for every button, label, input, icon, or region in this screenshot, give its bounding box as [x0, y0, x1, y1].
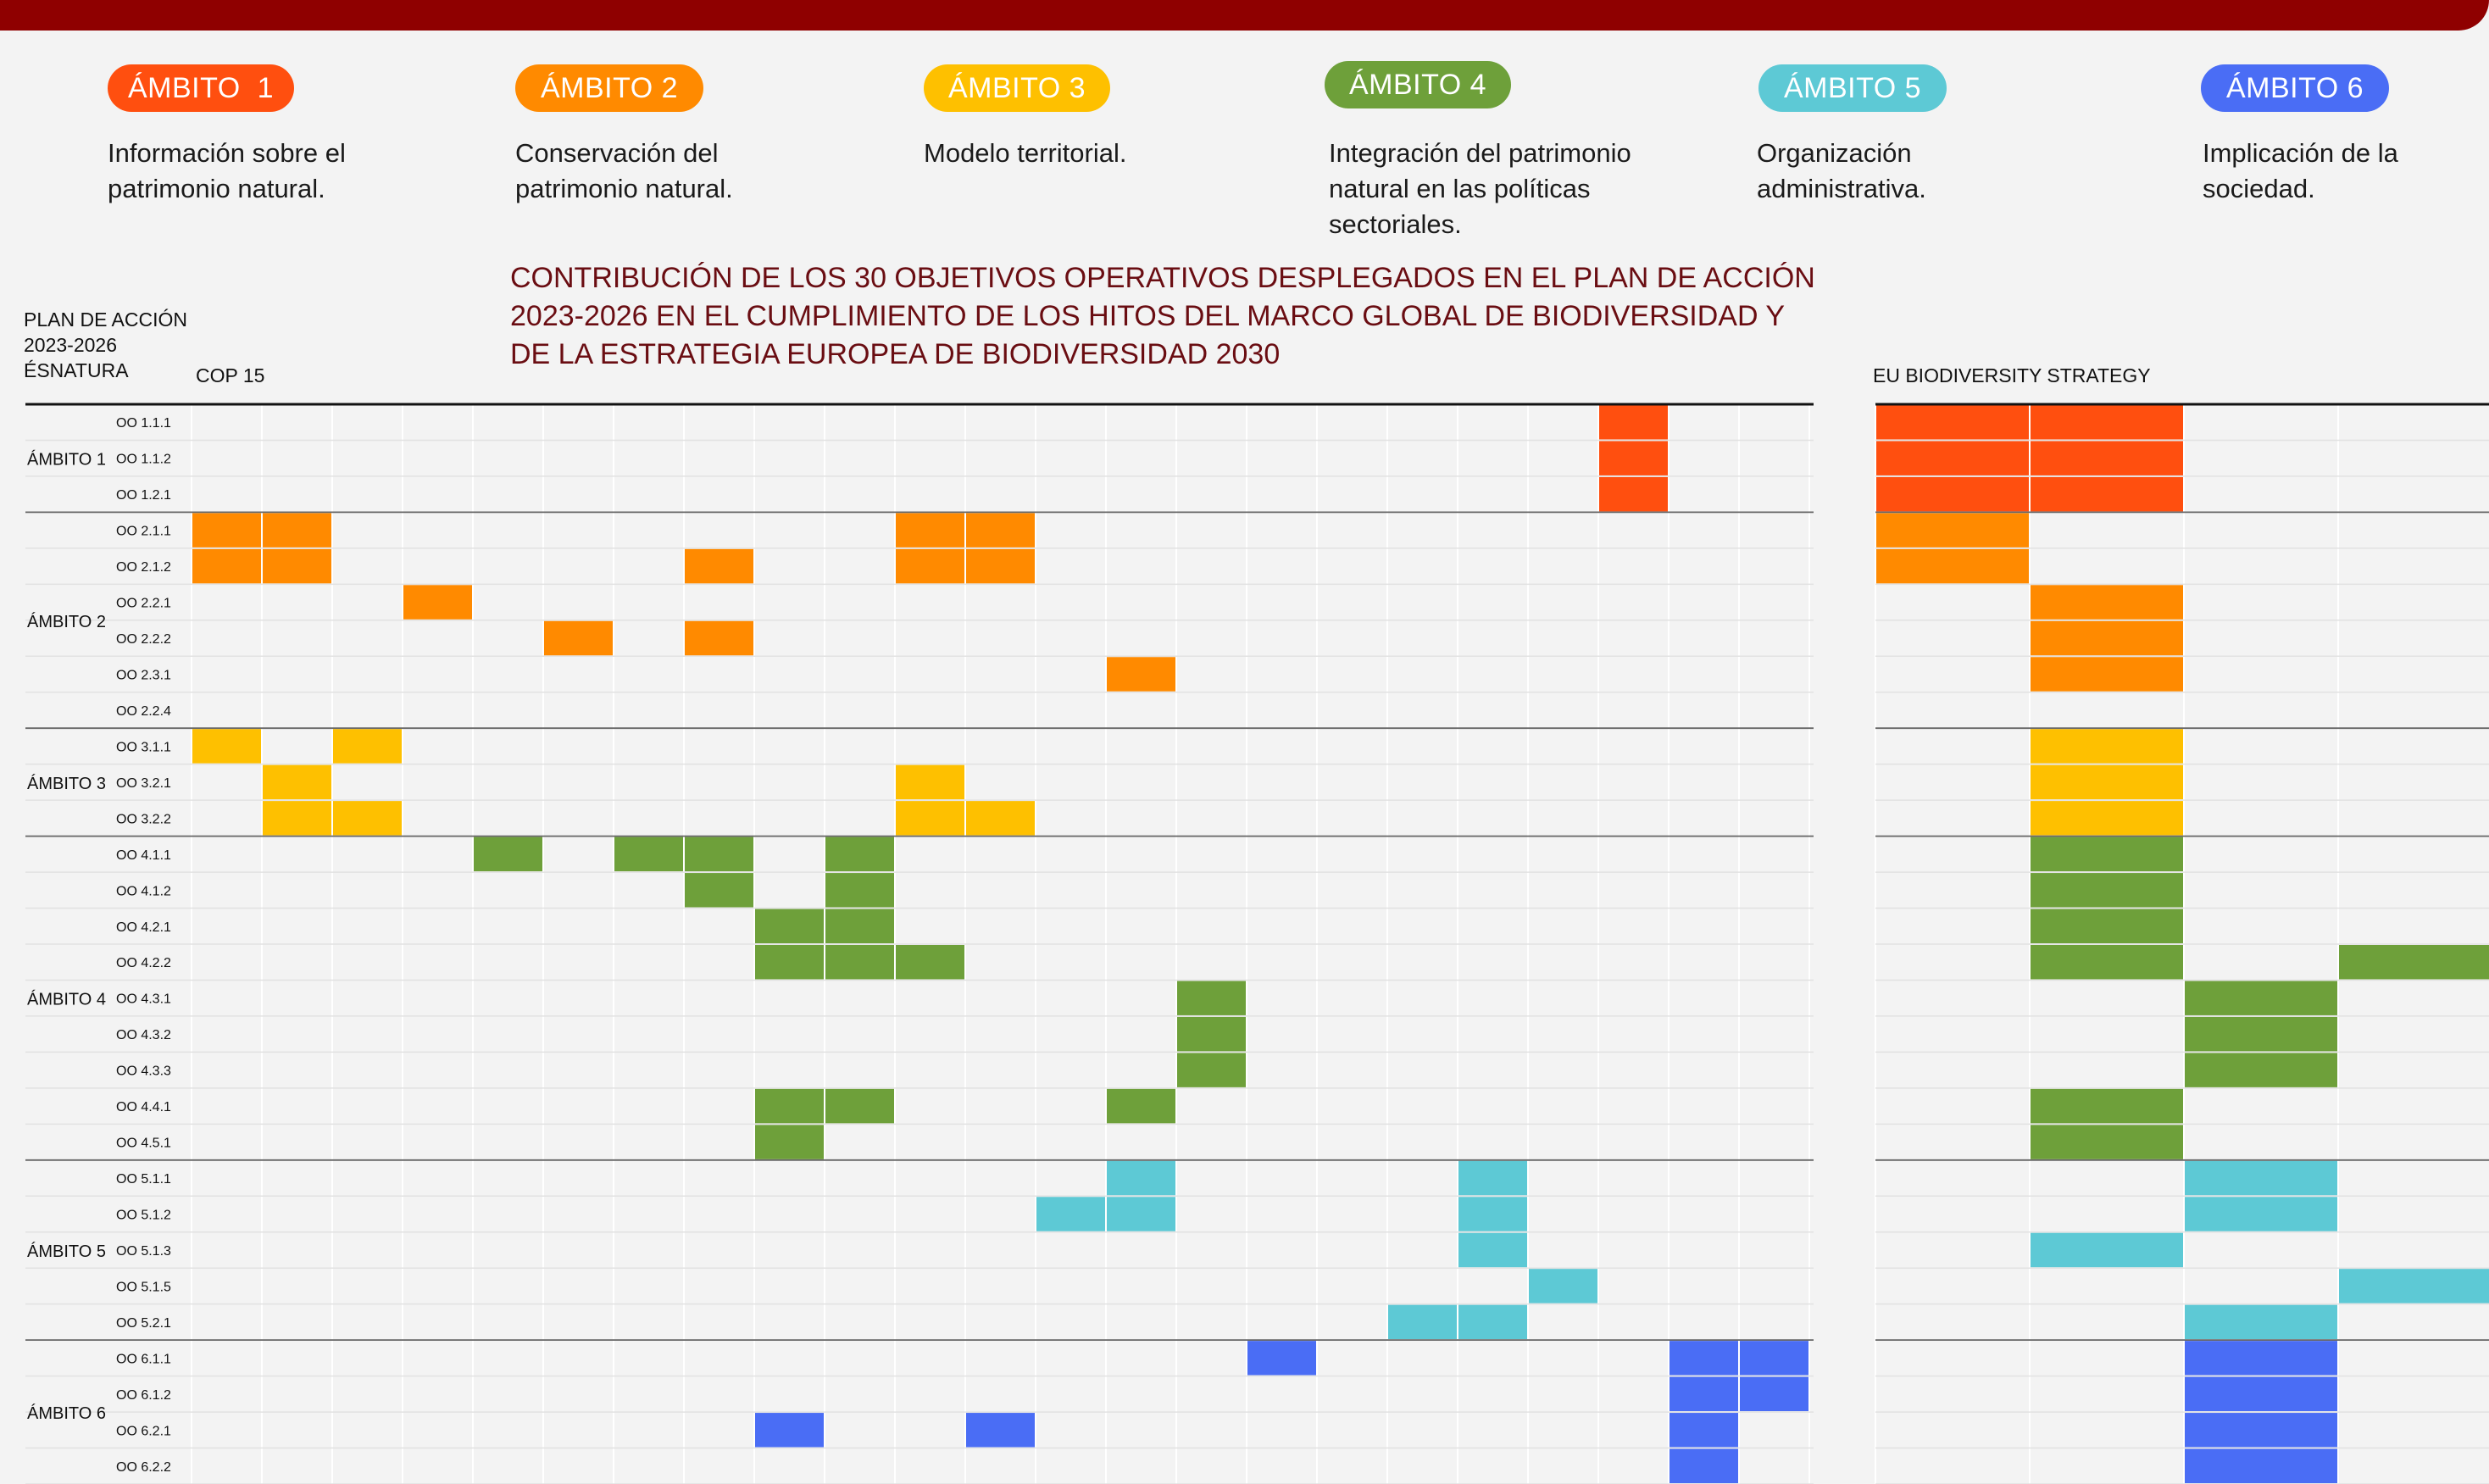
- row-label: OO 1.1.1: [116, 416, 171, 431]
- cop-cell: [1458, 1305, 1527, 1339]
- eu-cell: [2185, 1341, 2337, 1375]
- cop15-header: COP 15: [196, 364, 265, 386]
- eu-cell: [2031, 909, 2183, 943]
- eu-cell: [1876, 477, 2029, 511]
- cop-cell: [825, 945, 894, 979]
- eu-cell: [2031, 585, 2183, 619]
- row-label: OO 5.1.2: [116, 1208, 171, 1223]
- row-label: OO 4.2.1: [116, 920, 171, 935]
- eu-cell: [2185, 1377, 2337, 1411]
- eu-cell: [2031, 1125, 2183, 1159]
- cop-cell: [263, 513, 331, 547]
- cop-cell: [1740, 1341, 1808, 1375]
- cop-cell: [333, 729, 402, 763]
- cop-cell: [1458, 1197, 1527, 1231]
- cop-cell: [192, 549, 261, 583]
- cop-cell: [544, 621, 613, 655]
- cop-cell: [685, 549, 753, 583]
- row-label: OO 4.3.3: [116, 1064, 171, 1079]
- eu-cell: [2031, 729, 2183, 763]
- eu-cell: [2031, 1089, 2183, 1123]
- row-label: OO 4.2.2: [116, 956, 171, 971]
- cop-cell: [966, 513, 1035, 547]
- ambito-2-pill: ÁMBITO 2: [515, 64, 703, 112]
- row-label: OO 2.1.2: [116, 560, 171, 575]
- cop-cell: [192, 729, 261, 763]
- eu-cell: [2031, 441, 2183, 475]
- eu-cell: [2185, 1053, 2337, 1087]
- eu-cell: [2185, 1161, 2337, 1195]
- row-label: OO 5.1.3: [116, 1243, 171, 1259]
- row-label: OO 4.4.1: [116, 1100, 171, 1115]
- cop-cell: [755, 1125, 824, 1159]
- cop-cell: [1247, 1341, 1316, 1375]
- cop-cell: [1177, 1017, 1246, 1051]
- cop-cell: [966, 801, 1035, 835]
- eu-cell: [2031, 405, 2183, 439]
- cop-cell: [896, 513, 964, 547]
- row-label: OO 2.1.1: [116, 524, 171, 539]
- ambito-2-description: Conservación del patrimonio natural.: [515, 138, 733, 203]
- cop-cell: [825, 1089, 894, 1123]
- eu-cell: [2031, 477, 2183, 511]
- eu-strategy-header: EU BIODIVERSITY STRATEGY: [1873, 364, 2151, 386]
- row-label: OO 5.1.1: [116, 1172, 171, 1187]
- row-label: OO 6.1.2: [116, 1387, 171, 1403]
- row-label: OO 5.2.1: [116, 1315, 171, 1331]
- row-label: OO 1.1.2: [116, 452, 171, 467]
- cop-cell: [1599, 477, 1668, 511]
- row-label: OO 4.1.2: [116, 884, 171, 899]
- cop-cell: [755, 945, 824, 979]
- eu-cell: [1876, 513, 2029, 547]
- ambito-4-pill: ÁMBITO 4: [1325, 61, 1511, 108]
- cop-cell: [685, 873, 753, 907]
- ambito-5-description: Organización administrativa.: [1757, 138, 1926, 203]
- row-label: OO 2.2.2: [116, 632, 171, 648]
- cop-cell: [1670, 1341, 1738, 1375]
- ambito-3-pill: ÁMBITO 3: [924, 64, 1110, 112]
- cop-cell: [614, 837, 683, 871]
- eu-cell: [2185, 1449, 2337, 1483]
- cop-cell: [333, 801, 402, 835]
- ambito-1-description: Información sobre el patrimonio natural.: [108, 138, 346, 203]
- chart-title: CONTRIBUCIÓN DE LOS 30 OBJETIVOS OPERATIVOS DESPLEGADOS EN EL PLAN DE ACCIÓN 2023-2026 EN EL CUMPLIMIENTO DE LOS HITOS DEL MARCO GLOBAL DE BIODIVERSIDAD Y DE LA ESTRATEGIA EUROPEA DE BIODIVERSIDAD 2030: [510, 262, 1815, 370]
- cop-cell: [1107, 1197, 1175, 1231]
- cop-cell: [896, 801, 964, 835]
- row-axis-header: PLAN DE ACCIÓN 2023-2026 ÉSNATURA: [24, 308, 187, 381]
- cop-cell: [1107, 1089, 1175, 1123]
- row-label: OO 3.2.1: [116, 775, 171, 791]
- row-label: OO 6.2.1: [116, 1424, 171, 1439]
- eu-cell: [1876, 549, 2029, 583]
- row-label: OO 1.2.1: [116, 488, 171, 503]
- row-label: OO 4.1.1: [116, 848, 171, 863]
- row-label: OO 2.3.1: [116, 668, 171, 683]
- cop-cell: [263, 549, 331, 583]
- ambito-6-description: Implicación de la sociedad.: [2203, 138, 2398, 203]
- group-label: ÁMBITO 6: [27, 1404, 106, 1424]
- cop-cell: [1177, 981, 1246, 1014]
- cop-cell: [755, 1089, 824, 1123]
- ambito-6-pill: ÁMBITO 6: [2201, 64, 2389, 112]
- cop-cell: [1670, 1449, 1738, 1483]
- row-label: OO 4.5.1: [116, 1136, 171, 1151]
- cop-cell: [474, 837, 542, 871]
- cop-cell: [1599, 405, 1668, 439]
- cop-cell: [685, 837, 753, 871]
- cop-cell: [263, 801, 331, 835]
- cop-cell: [896, 549, 964, 583]
- cop-cell: [192, 513, 261, 547]
- cop-cell: [1670, 1377, 1738, 1411]
- cop-cell: [1529, 1269, 1597, 1303]
- cop-cell: [1458, 1233, 1527, 1267]
- eu-cell: [1876, 405, 2029, 439]
- eu-cell: [2185, 1017, 2337, 1051]
- row-label: OO 6.2.2: [116, 1459, 171, 1475]
- cop-cell: [1036, 1197, 1105, 1231]
- cop-cell: [825, 909, 894, 943]
- eu-cell: [2031, 801, 2183, 835]
- cop-cell: [1107, 657, 1175, 691]
- cop-cell: [966, 549, 1035, 583]
- eu-cell: [2031, 765, 2183, 799]
- row-label: OO 6.1.1: [116, 1352, 171, 1367]
- cop-cell: [1107, 1161, 1175, 1195]
- eu-cell: [2031, 1233, 2183, 1267]
- cop-cell: [755, 1413, 824, 1447]
- ambito-1-pill: ÁMBITO 1: [108, 64, 294, 112]
- group-label: ÁMBITO 2: [27, 612, 106, 631]
- eu-cell: [2031, 657, 2183, 691]
- eu-cell: [2185, 1413, 2337, 1447]
- eu-cell: [2185, 1197, 2337, 1231]
- cop-cell: [896, 765, 964, 799]
- eu-cell: [2339, 945, 2489, 979]
- cop-cell: [825, 837, 894, 871]
- row-label: OO 4.3.2: [116, 1028, 171, 1043]
- eu-cell: [2339, 1269, 2489, 1303]
- cop-cell: [685, 621, 753, 655]
- cop-cell: [896, 945, 964, 979]
- eu-cell: [2031, 621, 2183, 655]
- row-label: OO 3.1.1: [116, 740, 171, 755]
- cop-cell: [403, 585, 472, 619]
- eu-cell: [1876, 441, 2029, 475]
- eu-cell: [2031, 873, 2183, 907]
- row-label: OO 4.3.1: [116, 992, 171, 1007]
- row-label: OO 2.2.4: [116, 703, 171, 719]
- row-label: OO 5.1.5: [116, 1280, 171, 1295]
- group-label: ÁMBITO 3: [27, 774, 106, 793]
- ambito-5-pill: ÁMBITO 5: [1758, 64, 1947, 112]
- cop-cell: [1599, 441, 1668, 475]
- cop-cell: [263, 765, 331, 799]
- cop-cell: [825, 873, 894, 907]
- eu-cell: [2031, 837, 2183, 871]
- group-label: ÁMBITO 5: [27, 1242, 106, 1261]
- cop-cell: [755, 909, 824, 943]
- cop-cell: [1388, 1305, 1457, 1339]
- cop-cell: [1670, 1413, 1738, 1447]
- row-label: OO 2.2.1: [116, 596, 171, 611]
- eu-cell: [2185, 981, 2337, 1014]
- cop-cell: [1740, 1377, 1808, 1411]
- ambito-4-description: Integración del patrimonio natural en las políticas sectoriales.: [1329, 138, 1631, 239]
- ambito-3-description: Modelo territorial.: [924, 138, 1127, 168]
- cop-cell: [1458, 1161, 1527, 1195]
- group-label: ÁMBITO 1: [27, 450, 106, 470]
- cop-cell: [1177, 1053, 1246, 1087]
- eu-cell: [2031, 945, 2183, 979]
- cop-cell: [966, 1413, 1035, 1447]
- row-label: OO 3.2.2: [116, 812, 171, 827]
- eu-cell: [2185, 1305, 2337, 1339]
- group-label: ÁMBITO 4: [27, 990, 106, 1009]
